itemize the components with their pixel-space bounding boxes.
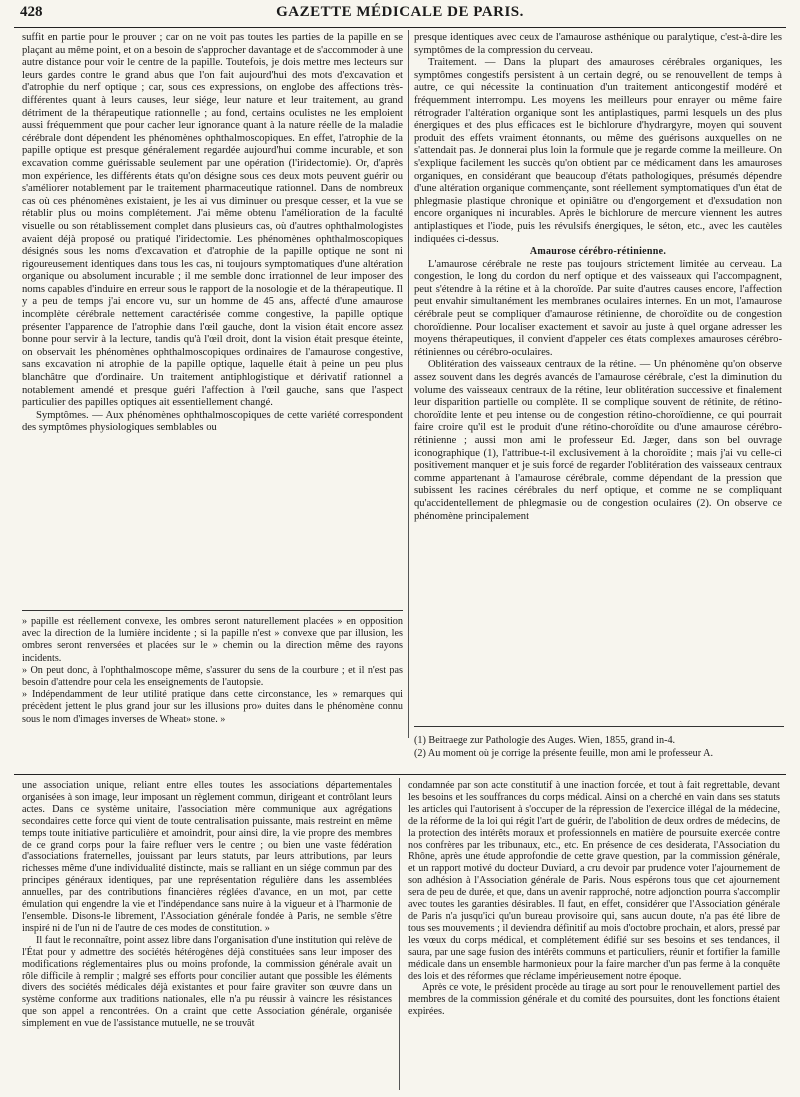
lower-left-column <box>22 780 392 1092</box>
upper-right-column <box>414 32 782 722</box>
body-paragraph: suffit en partie pour le prouver ; car on ne voit pas toutes les parties de la papille en se plaçant au même point, et on a besoin de s'approcher davantage et de s'accommoder à une autre distance pour voir le centre de la papille. Toutefois, je dois mettre mes lecteurs sur leurs gardes contre le grand abus que l'on fait aujourd'hui des mots d'excavation et d'atrophie du nerf optique ; car, sous ces expressions, on englobe des affections très-différentes quant à leurs causes, leur siége, leur nature et leur traitement, au grand détriment de la thérapeutique rationnelle ; au fond, certains oculistes ne les emploient aussi fréquemment que pour cacher leur ignorance quant à la nature réelle de la maladie cérébrale dont dépendent les phénomènes ophthalmoscopiques. En effet, l'atrophie de la papille optique est presque généralement regardée aujourd'hui comme incurable, et son excavation comme guérissable seulement par une opération (l'iridectomie). Or, d'après mon expérience, les différents états qu'on désigne sous ces deux mots peuvent guérir ou s'améliorer notablement par le traitement pharmaceutique rationnel. Dans de nombreux cas où ces phénomènes existaient, je les ai vus diminuer ou presque cesser, et la vue se rétablir plus ou moins complétement. J'ai même obtenu l'amélioration de la faculté visuelle ou son rétablissement complet dans plusieurs cas, où d'autres ophthalmologistes avaient déjà proposé ou pratiqué l'iridectomie. Les phénomènes ophthalmoscopiques désignés sous les noms d'excavation et d'atrophie de la papille optique ne sont ni rigoureusement identiques dans tous les cas, ni toujours symptomatiques d'une altération organique ou absolument incurable ; il me semble donc irrationnel de leur imposer des noms capables d'induire en erreur sous le rapport de la nosologie et de la thérapeutique. Il y a peu de temps j'ai encore vu, sur un homme de 45 ans, affecté d'une amaurose incomplète cérébrale nettement caractérisée comme congestive, la papille optique présenter l'apparence de l'atrophie dans l'œil gauche, dont la vision était encore assez bonne pour servir à la lecture, tandis qu'à l'œil droit, dont la vision était presque éteinte, on observait les phénomènes ophthalmoscopiques ordinaires de l'amaurose congestive, sans excavation ni atrophie de la papille optique, laquelle était à peine un peu plus blanchâtre que d'ordinaire. Un traitement antiphlogistique et dérivatif rationnel a notablement amendé et presque guéri l'affection à l'œil gauche, sans que l'aspect particulier des papilles optiques ait essentiellement changé. <box>22 32 403 409</box>
footnote: (2) Au moment où je corrige la présente feuille, mon ami le professeur A. <box>414 748 714 759</box>
quoted-note: » Indépendamment de leur utilité pratique dans cette circonstance, les » remarques qui précèdent jettent le plus grand jour sur les illusions pro» duites dans le phénomène connu sous le nom d'images inverses de Wheat» stone. » <box>22 689 403 725</box>
footnote: (1) Beitraege zur Pathologie des Auges. Wien, 1855, grand in-4. <box>414 735 676 746</box>
body-paragraph: Oblitération des vaisseaux centraux de la rétine. — Un phénomène qu'on observe assez souvent dans les degrés avancés de l'amaurose cérébrale, c'est la diminution du volume des vaisseaux centraux de la rétine, leur oblitération successive et finalement leur disparition partielle ou complète. Il se complique souvent de rétinite, de rétino-choroïdite lente et peu intense ou de congestion rétino-choroïdienne, ce qui pourrait faire croire qu'il est le produit d'une rétino-choroïdite ou d'une amaurose cérébro-rétinienne ; aussi mon ami le professeur Ed. Jæger, dans son bel ouvrage iconographique (1), l'attribue-t-il exclusivement à la choroïdite ; mais j'ai vu celle-ci positivement manquer et je suis forcé de regarder l'oblitération des vaisseaux centraux comme appartenant à l'amaurose cérébrale, comme dépendant de la pression que subissent les racines cérébrales du nerf optique, et comme ne se compliquant qu'accidentellement de phlegmasie ou de congestion oculaires (2). On observe ce phénomène principalement <box>414 359 782 522</box>
lower-column-divider <box>399 778 400 1090</box>
page-header <box>14 4 786 26</box>
body-paragraph: Il faut le reconnaître, point assez libre dans l'organisation d'une institution qui relève de l'État pour y admettre des sociétés hétérogènes déjà constituées sans leur imposer des modifications réglementaires plus ou moins profonde, la commission générale avait un rôle difficile à remplir ; malgré ses efforts pour concilier autant que possible les éléments divers des sociétés médicales déjà existantes et pour faire graviter son œuvre dans un système conforme aux traditions nationales, elle n'a pu réussir à vaincre les résistances que son appel a rencontrées. On a craint que cette Association générale, organisée simplement en vue de l'assistance mutuelle, ne se trouvât <box>22 934 392 1030</box>
journal-title: GAZETTE MÉDICALE DE PARIS. <box>276 4 524 20</box>
body-paragraph: presque identiques avec ceux de l'amaurose asthénique ou paralytique, c'est-à-dire les symptômes de la compression du cerveau. <box>414 32 782 56</box>
upper-left-column <box>22 32 403 602</box>
body-paragraph: Après ce vote, le président procède au tirage au sort pour le renouvellement partiel des membres de la commission générale et du comité des poursuites, dont les fonctions étaient expirées. <box>408 982 780 1018</box>
traitement-paragraph: Traitement. — Dans la plupart des amauroses cérébrales organiques, les symptômes congestifs persistent à un certain degré, ou se renouvellent de temps à autre, ce qui nécessite la continuation d'un traitement anticongestif modéré et fréquemment interrompu. Les moyens les meilleurs pour enrayer ou même faire rétrograder l'altération organique sont les antiplastiques, parmi lesquels un des plus énergiques et des plus efficaces est le bichlorure d'hydrargyre, moyen qui souvent produit des effets vraiment étonnants, ou même des guérisons auxquelles on ne s'attendait pas. Je donnerai plus loin la formule que je regarde comme la meilleure. On s'explique facilement les succès qu'on obtient par ce médicament dans les amauroses organiques, en considérant que beaucoup d'états pathologiques, présumés dépendre d'une altération organique commençante, sont réellement symptomatiques d'un état de phlegmasie plastique chronique et opiniâtre ou d'engorgement et d'exsudation non encore organiques ni incurables. Après le bichlorure de mercure viennent les autres antiplastiques et l'iode, puis les révulsifs énergiques, le séton, etc., avec les cautèles indiquées ci-dessus. <box>414 57 782 245</box>
body-paragraph: condamnée par son acte constitutif à une inaction forcée, et tout à fait regrettable, devant les besoins et les souffrances du corps médical. Ainsi on a cherché en vain dans ses statuts les articles qui l'autorisent à s'occuper de la répression de l'exercice illégal de la médecine, de la réforme de la loi qui régit l'art de guérir, de l'abolition de deux ordres de médecins, de la protection des intérêts moraux et professionnels en matière de poursuite exercée contre nos confrères par les tribunaux, etc., etc. En présence de ces desiderata, l'Association du Rhône, après une étude approfondie de cette grave question, par la commission générale, et un rapport motivé du docteur Duviard, a cru devoir par prudence voter l'ajournement de son adhésion à l'Association générale de Paris. Nous espérons tous que cet ajournement sera de peu de durée, et que, dans un avenir rapproché, notre adjonction pourra s'accomplir avec toutes les garanties désirables. Il faut, en effet, considérer que l'Association générale de Paris n'a jusqu'ici qu'un bureau provisoire qui, sans aucun doute, n'a pas été libre de tous ses mouvements ; il deviendra définitif au mois d'octobre prochain, et alors, pressé par les vœux du corps médical, et complétement édifié sur ses besoins et ses tendances, il saura, par une sage fusion des intérêts communs et particuliers, réunir et fortifier la famille médicale dans un ensemble harmonieux pour la faire marcher d'un pas ferme à la conquête des lois et des réformes que réclame impérieusement notre époque. <box>408 780 780 982</box>
notes-rule <box>22 610 403 611</box>
page-number: 428 <box>20 4 43 20</box>
quoted-note: » On peut donc, à l'ophthalmoscope même, s'assurer du sens de la courbure ; et il n'est pas besoin d'attendre pour cela les enseignements de l'autopsie. <box>22 664 403 689</box>
quoted-note: » papille est réellement convexe, les ombres seront naturellement placées » en opposition avec la direction de la lumière incidente ; si la papille n'est » convexe que par illusion, les ombres seront renversées et placées sur le » chemin ou la direction même des rayons incidents. <box>22 616 403 664</box>
body-paragraph: une association unique, reliant entre elles toutes les associations départementales organisées à son image, leur imposant un règlement commun, dirigeant et contrôlant leurs actes. Dans ce système unitaire, l'association mère communique aux agrégations secondaires cette force qui vient de toute centralisation puissante, mais restreint en même temps toute initiative particulière et amoindrit, pour ainsi dire, la vie propre des membres de ce grand corps pour la faire refluer vers le centre ; ou bien une vaste fédération d'associations fraternelles, jouissant par leurs statuts, par leurs attributions, par leurs richesses même d'une individualité distincte, mais se ralliant en un siége commun par des principes généraux identiques, par une représentation régulière dans les assemblées annuelles, par des contributions financières réglées d'avance, en un mot, par cette émulation qui engendre la vie et l'indépendance sans nuire à la vigueur et à l'harmonie de l'ensemble. Disons-le librement, l'Association générale fondée à Paris, ne semble s'être inspiré ni de l'un ni de l'autre de ces modes de constitution. » <box>22 780 392 934</box>
column-divider <box>408 30 409 738</box>
feuilleton-rule <box>14 774 786 775</box>
section-heading: Amaurose cérébro-rétinienne. <box>529 246 667 258</box>
quoted-notes <box>22 616 403 726</box>
lower-right-column <box>408 780 780 1092</box>
footnote-rule <box>414 726 784 727</box>
header-rule <box>14 27 786 28</box>
body-paragraph: L'amaurose cérébrale ne reste pas toujours strictement limitée au cerveau. La congestion, le long du cordon du nerf optique et des vaisseaux qui l'accompagnent, peut s'étendre à la rétine et à la choroïde. Par suite d'autres causes encore, l'affection peut envahir simultanément les membranes oculaires internes. En un mot, l'amaurose cérébrale peut se compliquer d'amaurose rétinienne, de choroïdite ou de congestion choroïdienne. Pour localiser exactement et savoir au juste à quel organe adresser les moyens thérapeutiques, il convient d'appeler ces états complexes amauroses cérébro-rétiniennes ou cérébro-oculaires. <box>414 258 782 358</box>
body-paragraph: Symptômes. — Aux phénomènes ophthalmoscopiques de cette variété correspondent des symptômes physiologiques semblables ou <box>22 409 403 434</box>
footnotes <box>414 734 784 760</box>
